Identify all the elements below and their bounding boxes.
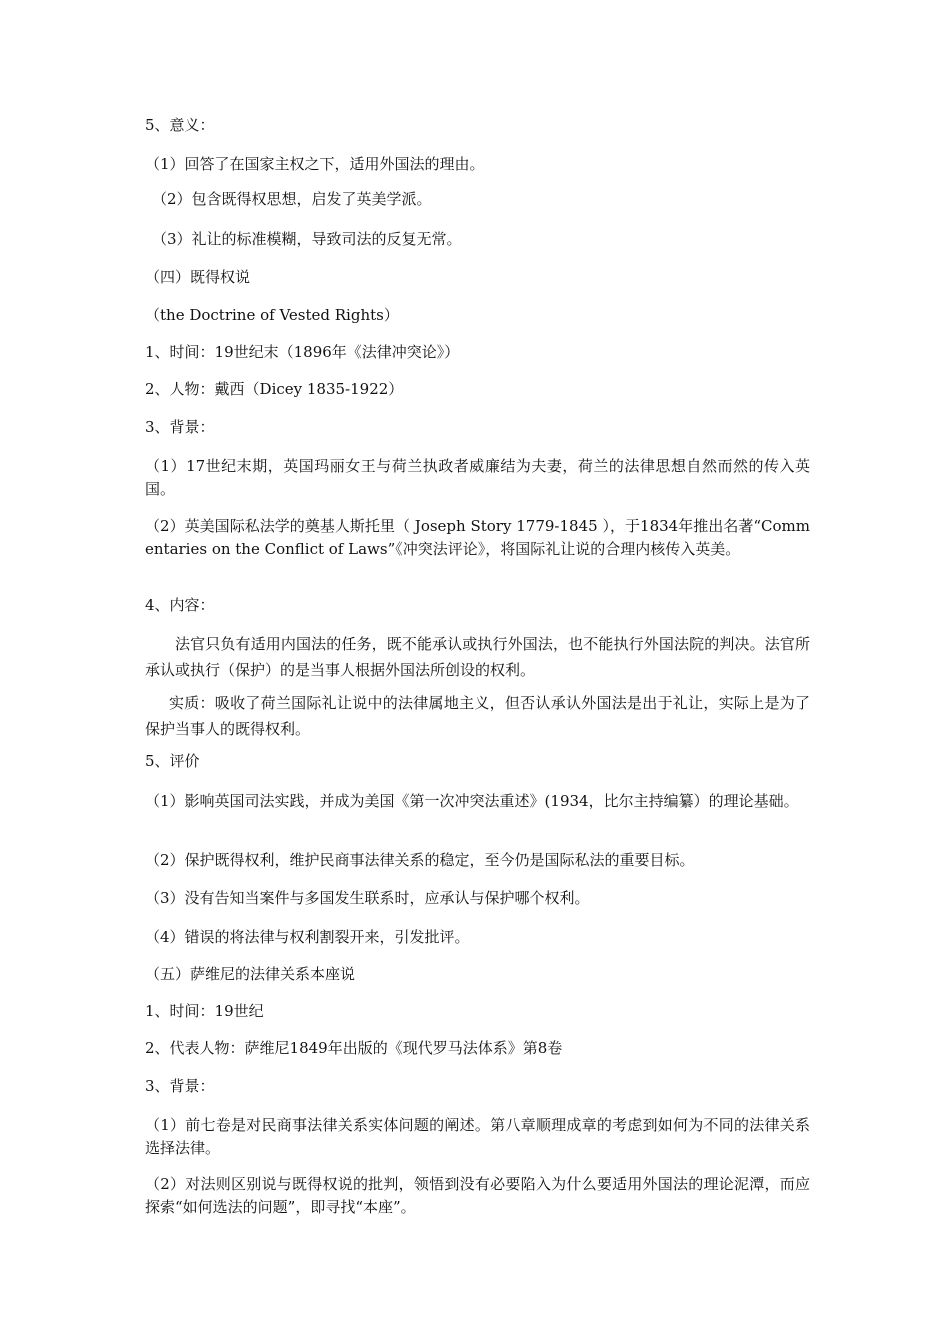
heading-significance: 5、意义： [145,116,215,134]
list-item: （1）回答了在国家主权之下，适用外国法的理由。 [145,155,485,173]
section-heading-vested-rights: （四）既得权说 [145,268,251,286]
body-paragraph: 实质：吸收了荷兰国际礼让说中的法律属地主义，但否认承认外国法是出于礼让，实际上是为了保护当事人的既得权利。 [145,694,810,738]
list-item: 2、人物：戴西（Dicey 1835-1922） [145,380,404,398]
list-item: （1）影响英国司法实践，并成为美国《第一次冲突法重述》(1934，比尔主持编纂）的理论基础。 [145,792,799,810]
list-item: （2）英美国际私法学的奠基人斯托里（ Joseph Story 1779-1845 ），于1834年推出名著“Commentaries on the Conflict of Laws”《冲突法评论》，将国际礼让说的合理内核传入英美。 [145,517,810,558]
list-item: 1、时间：19世纪末（1896年《法律冲突论》） [145,343,460,361]
heading-background: 3、背景： [145,1077,215,1095]
list-item: （3）没有告知当案件与多国发生联系时，应承认与保护哪个权利。 [145,889,590,907]
heading-content: 4、内容： [145,596,215,614]
heading-evaluation: 5、评价 [145,752,200,770]
list-item: （4）错误的将法律与权利割裂开来，引发批评。 [145,928,470,946]
section-heading-savigny: （五）萨维尼的法律关系本座说 [145,965,356,983]
list-item: （2）包含既得权思想，启发了英美学派。 [152,190,432,208]
list-item: 2、代表人物：萨维尼1849年出版的《现代罗马法体系》第8卷 [145,1039,563,1057]
body-paragraph: 法官只负有适用内国法的任务，既不能承认或执行外国法，也不能执行外国法院的判决。法官所承认或执行（保护）的是当事人根据外国法所创设的权利。 [145,635,810,679]
list-item: （3）礼让的标准模糊，导致司法的反复无常。 [152,230,462,248]
section-subtitle: （the Doctrine of Vested Rights） [145,306,399,324]
list-item: （2）保护既得权利，维护民商事法律关系的稳定，至今仍是国际私法的重要目标。 [145,851,695,869]
heading-background: 3、背景： [145,418,215,436]
list-item: （2）对法则区别说与既得权说的批判，领悟到没有必要陷入为什么要适用外国法的理论泥潭，而应探索“如何选法的问题”，即寻找“本座”。 [145,1175,810,1216]
list-item: 1、时间：19世纪 [145,1002,264,1020]
list-item: （1）前七卷是对民商事法律关系实体问题的阐述。第八章顺理成章的考虑到如何为不同的法律关系选择法律。 [145,1116,810,1157]
list-item: （1）17世纪末期，英国玛丽女王与荷兰执政者威廉结为夫妻，荷兰的法律思想自然而然的传入英国。 [145,457,810,498]
